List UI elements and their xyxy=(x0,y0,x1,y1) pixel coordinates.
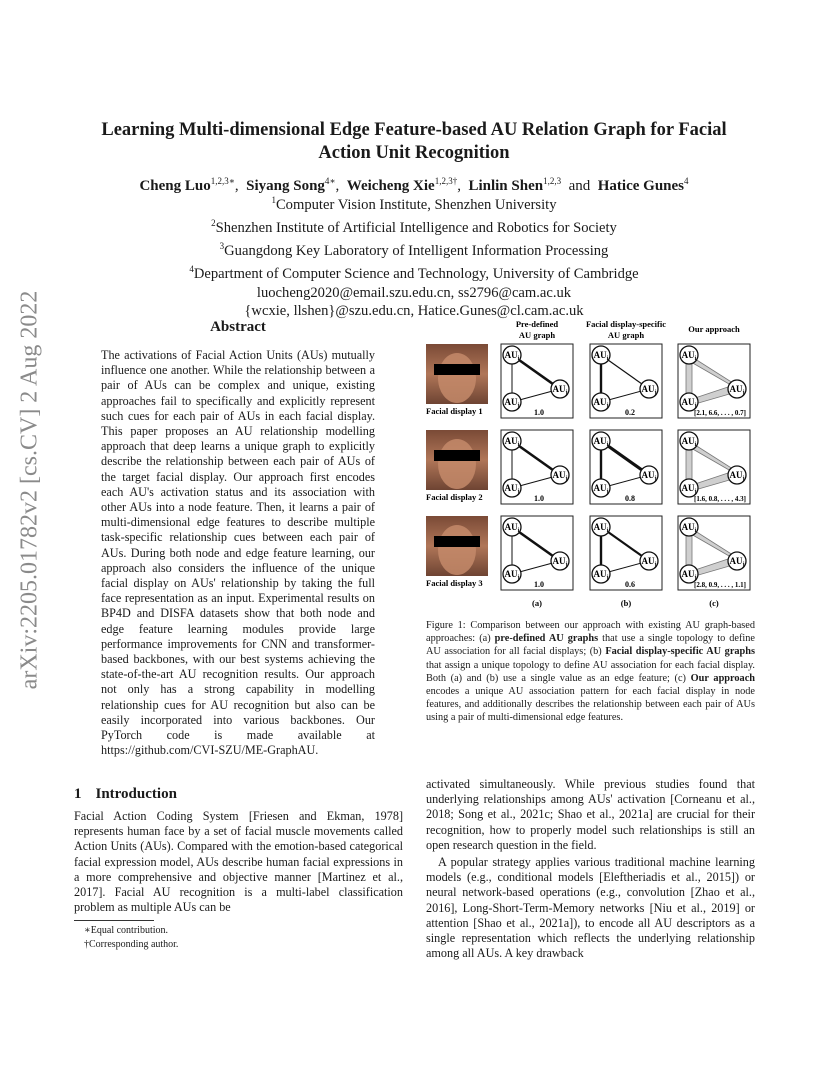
node-auj-label: $AU_j$ xyxy=(681,483,697,495)
affiliation-line: $^4$Department of Computer Science and Technology, University of Cambridge xyxy=(189,264,639,283)
caption-bold: Facial display-specific AU graphs xyxy=(605,646,755,658)
affiliations xyxy=(60,191,768,320)
multi-edge xyxy=(686,533,692,568)
author-separator: , xyxy=(234,178,239,194)
node-auj-label: $AU_j$ xyxy=(641,470,657,482)
footnotes xyxy=(84,924,178,952)
caption-bold: Our approach xyxy=(690,672,755,684)
face-shape xyxy=(438,353,476,403)
node-aui-label: $AU_i$ xyxy=(681,436,697,448)
node-aui-label: $AU_i$ xyxy=(504,350,520,362)
title-line-2: Action Unit Recognition xyxy=(318,143,510,163)
node-aui-label: $AU_i$ xyxy=(681,522,697,534)
author-sup: 1,2,3 xyxy=(543,176,562,186)
email-line[interactable]: {wcxie, llshen}@szu.edu.cn, Hatice.Gunes@cl.cam.ac.uk xyxy=(244,302,584,319)
node-auj-label: $AU_j$ xyxy=(593,397,609,409)
node-aui-label: $AU_i$ xyxy=(593,522,609,534)
section-number: 1 xyxy=(74,786,82,802)
node-aui-label: $AU_i$ xyxy=(504,436,520,448)
col-letter-a: (a) xyxy=(532,598,542,608)
figure-caption xyxy=(426,619,755,725)
paper-title xyxy=(80,119,748,165)
node-aui-label: $AU_i$ xyxy=(593,436,609,448)
title-line-1: Learning Multi-dimensional Edge Feature-based AU Relation Graph for Facial xyxy=(101,120,727,140)
footnote-equal-contribution: ∗Equal contribution. xyxy=(84,925,169,936)
paragraph: A popular strategy applies various traditional machine learning models (e.g., conditional models [Eleftheriadis et al., 2015]) or neural network-based operations (e.g., convolution [Zhao et al., 2016], Long-Short-Term-Memory networks [Niu et al., 2019] or attention [Shao et al., 2021a]), to encode all AU descriptors as a single representation which reflects the underlying relationship among all AUs. A key drawback xyxy=(426,855,755,961)
node-auj-label: $AU_j$ xyxy=(552,470,568,482)
author-separator: , xyxy=(457,178,461,194)
author-name: Siyang Song xyxy=(246,178,325,194)
author-sup: 1,2,3∗ xyxy=(210,176,235,186)
caption-text: encodes a unique AU association pattern for each facial display in node features, and additionally describes the relationship between each pair of AUs using a pair of multi-dimensional edge features. xyxy=(426,686,755,724)
eye-mask xyxy=(434,536,480,547)
caption-text: that assign a unique topology to define AU association for each facial display. Both (a) and (b) use a single value as an edge feature; (c) xyxy=(426,659,755,684)
edge-value: 1.0 xyxy=(534,494,544,503)
affiliation-line: $^3$Guangdong Key Laboratory of Intelligent Information Processing xyxy=(219,241,609,260)
node-auj-label: $AU_j$ xyxy=(593,569,609,581)
row-label: Facial display 2 xyxy=(426,492,483,502)
paragraph: activated simultaneously. While previous studies found that underlying relationships among AUs' activation [Corneanu et al., 2018; Song et al., 2021c; Shao et al., 2021a] are crucial for their recognition, how to properly model such relationships is still an open research question in the field. xyxy=(426,777,755,852)
author-name: Cheng Luo xyxy=(139,178,211,194)
author-name: Linlin Shen xyxy=(468,178,544,194)
node-auj-label: $AU_j$ xyxy=(593,483,609,495)
node-auj-label: $AU_j$ xyxy=(641,384,657,396)
email-line[interactable]: luocheng2020@email.szu.edu.cn, ss2796@cam.ac.uk xyxy=(256,284,572,301)
edge-value: 0.8 xyxy=(625,494,635,503)
edge-value: 0.6 xyxy=(625,580,635,589)
section-heading-introduction xyxy=(74,786,177,803)
caption-text: that use a single topology to define AU association for all facial displays; (b) xyxy=(426,633,755,658)
author-and: and xyxy=(568,178,591,194)
edge-vector: [1.6, 0.8, . . . , 4.3] xyxy=(694,495,746,503)
col-header-b-line1: Facial display-specific xyxy=(585,319,667,329)
figure-1 xyxy=(424,316,760,612)
node-auj-label: $AU_j$ xyxy=(504,397,520,409)
arxiv-id[interactable]: arXiv:2205.01782v2 [cs.CV] 2 Aug 2022 xyxy=(16,290,43,690)
abstract-heading: Abstract xyxy=(210,319,266,335)
multi-edge xyxy=(686,447,692,482)
node-auj-label: $AU_j$ xyxy=(681,569,697,581)
node-auj-label: $AU_j$ xyxy=(729,384,745,396)
col-header-a-line1: Pre-defined xyxy=(515,319,559,329)
edge-vector: [2.1, 6.6, . . . , 0.7] xyxy=(694,409,746,417)
right-column-text xyxy=(426,777,755,961)
caption-bold: pre-defined AU graphs xyxy=(494,633,599,645)
edge-value: 1.0 xyxy=(534,408,544,417)
face-shape xyxy=(438,439,476,489)
node-aui-label: $AU_i$ xyxy=(504,522,520,534)
node-auj-label: $AU_j$ xyxy=(641,556,657,568)
author-sup: 4 xyxy=(684,176,689,186)
row-label: Facial display 3 xyxy=(426,578,483,588)
author-sup: 4∗ xyxy=(324,176,336,186)
edge-value: 1.0 xyxy=(534,580,544,589)
node-auj-label: $AU_j$ xyxy=(681,397,697,409)
figure-row-3 xyxy=(426,516,750,590)
node-auj-label: $AU_j$ xyxy=(504,569,520,581)
affiliation-line: $^1$Computer Vision Institute, Shenzhen University xyxy=(271,195,557,213)
affiliation-line: $^2$Shenzhen Institute of Artificial Intelligence and Robotics for Society xyxy=(211,218,617,237)
author-name: Hatice Gunes xyxy=(597,178,685,194)
node-auj-label: $AU_j$ xyxy=(552,384,568,396)
author-separator: , xyxy=(335,178,340,194)
col-header-a-line2: AU graph xyxy=(518,330,556,340)
node-auj-label: $AU_j$ xyxy=(552,556,568,568)
section-title: Introduction xyxy=(95,786,177,802)
col-header-b-line2: AU graph xyxy=(607,330,645,340)
col-letter-c: (c) xyxy=(709,598,719,608)
face-shape xyxy=(438,525,476,575)
node-aui-label: $AU_i$ xyxy=(681,350,697,362)
node-auj-label: $AU_j$ xyxy=(729,556,745,568)
footnote-corresponding: †Corresponding author. xyxy=(84,939,179,950)
col-header-c: Our approach xyxy=(688,324,740,334)
eye-mask xyxy=(434,364,480,375)
row-label: Facial display 1 xyxy=(426,406,483,416)
footnote-rule xyxy=(74,920,154,921)
multi-edge xyxy=(686,361,692,396)
author-sup: 1,2,3† xyxy=(434,176,458,186)
abstract-body: The activations of Facial Action Units (AUs) mutually influence one another. While the relationship between a pair of AUs can be complex and unique, existing approaches fail to specifically and explicitly represent such cues for each pair of AUs in each facial display. This paper proposes an AU relationship modelling approach that deep learns a unique graph to explicitly describe the relationship between each pair of AUs of the target facial display. Our approach first encodes each AU's activation status and its association with other AUs into a node feature. Then, it learns a pair of multi-dimensional edge features to describe multiple task-specific relationship cues between each pair of AUs. During both node and edge feature learning, our approach also considers the influence of the unique facial display on AUs' relationship by taking the full face representation as an input. Experimental results on BP4D and DISFA datasets show that both node and edge feature learning modules provide large performance improvements for CNN and transformer-based backbones, with our best systems achieving the state-of-the-art AU recognition results. Our approach not only has a strong capability in modelling relationship cues for AU recognition but also can be easily incorporated into various backbones. Our PyTorch code is made available at https://github.com/CVI-SZU/ME-GraphAU. xyxy=(101,348,375,758)
author-name: Weicheng Xie xyxy=(346,178,435,194)
intro-paragraph: Facial Action Coding System [Friesen and Ekman, 1978] represents human face by a set of facial muscle movements called Action Units (AUs). Compared with the emotion-based categorical facial expression model, AUs describe human facial expressions in a more comprehensive and objective manner [Martinez et al., 2017]. Facial AU recognition is a multi-label classification problem as multiple AUs can be xyxy=(74,809,403,915)
caption-label: Figure 1: xyxy=(426,620,466,631)
node-aui-label: $AU_i$ xyxy=(593,350,609,362)
edge-vector: [2.8, 0.9, . . . , 1.1] xyxy=(694,581,746,589)
edge-value: 0.2 xyxy=(625,408,635,417)
node-auj-label: $AU_j$ xyxy=(504,483,520,495)
eye-mask xyxy=(434,450,480,461)
figure-row-2 xyxy=(426,430,750,504)
arxiv-stamp xyxy=(10,290,50,690)
col-letter-b: (b) xyxy=(620,598,632,608)
figure-row-1 xyxy=(426,344,750,418)
caption-text: Comparison between our approach with existing AU graph-based approaches: (a) xyxy=(426,620,756,645)
node-auj-label: $AU_j$ xyxy=(729,470,745,482)
